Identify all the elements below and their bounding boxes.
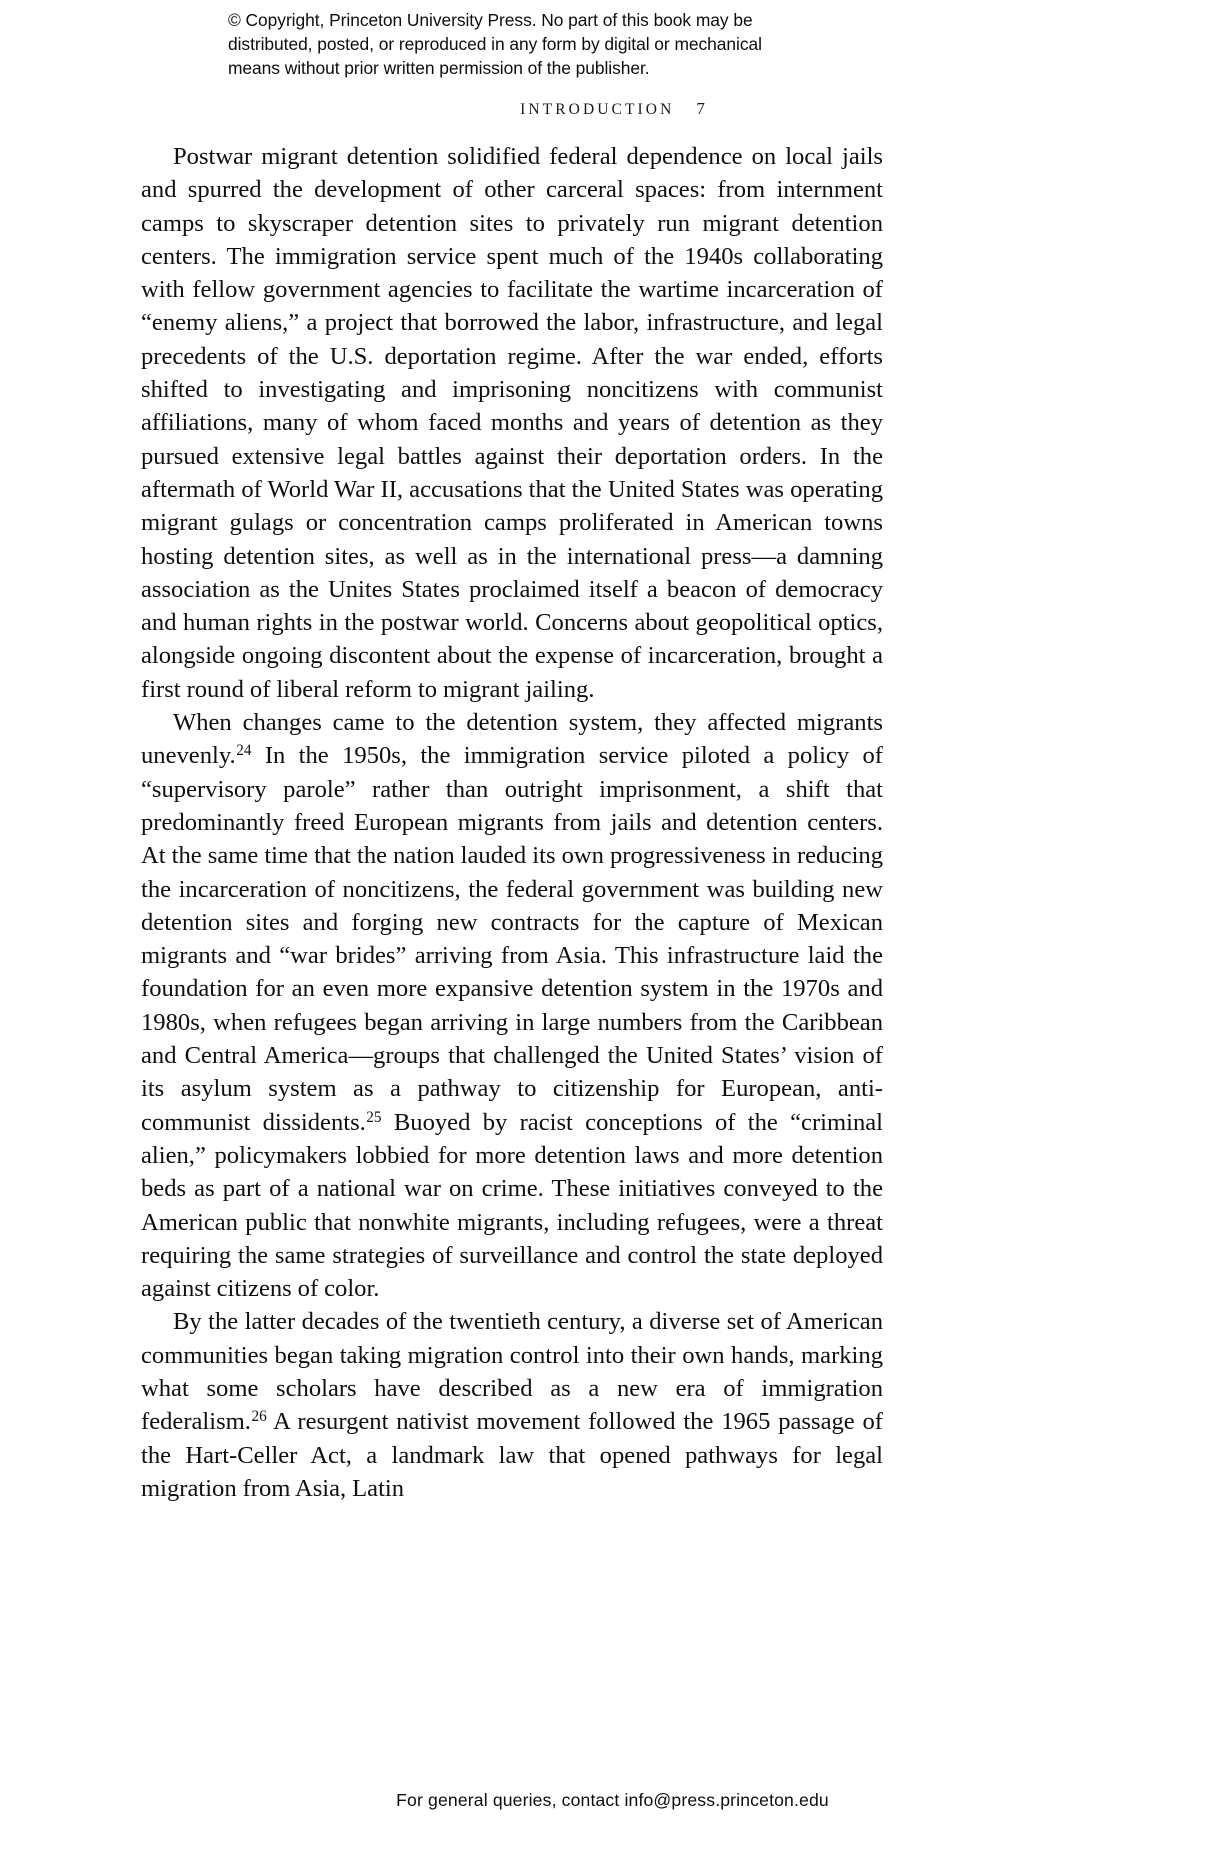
paragraph-2 (141, 706, 883, 1305)
paragraph-2-text-before-note: When changes came to the detention system, they affected migrants unevenly. (141, 709, 883, 770)
paragraph-3-text-before-note: By the latter decades of the twentieth century, a diverse set of American communities began taking migration control into their own hands, marking what some scholars have described as a new era of immigration federalism. (141, 1308, 883, 1436)
paragraph-2-text-after: Buoyed by racist conceptions of the “criminal alien,” policymakers lobbied for more detention laws and more detention beds as part of a national war on crime. These initiatives conveyed to the American public that nonwhite migrants, including refugees, were a threat requiring the same strategies of surveillance and control the state deployed against citizens of color. (141, 1108, 883, 1303)
body-text-block (141, 140, 883, 1505)
running-head-chapter: INTRODUCTION (520, 101, 675, 118)
copyright-notice-line-3: means without prior written permission of the publisher. (228, 58, 650, 79)
copyright-notice-line-2: distributed, posted, or reproduced in any form by digital or mechanical (228, 34, 762, 55)
paragraph-2-text-middle: In the 1950s, the immigration service piloted a policy of “supervisory parole” rather than outright imprisonment, a shift that predominantly freed European migrants from jails and detention centers. At the same time that the nation lauded its own progressiveness in reducing the incarceration of noncitizens, the federal government was building new detention sites and forging new contracts for the capture of Mexican migrants and “war brides” arriving from Asia. This infrastructure laid the foundation for an even more expansive detention system in the 1970s and 1980s, when refugees began arriving in large numbers from the Caribbean and Central America—groups that challenged the United States’ vision of its asylum system as a pathway to citizenship for European, anti-communist dissidents. (141, 742, 883, 1136)
footnote-marker-25: 25 (366, 1108, 382, 1126)
paragraph-1 (141, 140, 883, 706)
footnote-marker-26: 26 (251, 1408, 267, 1426)
footnote-marker-24: 24 (236, 742, 252, 760)
running-head (0, 99, 1225, 119)
paragraph-3-text-after: A resurgent nativist movement followed the 1965 passage of the Hart-Celler Act, a landmark law that opened pathways for legal migration from Asia, Latin (141, 1408, 883, 1502)
copyright-notice (228, 8, 828, 81)
paragraph-3 (141, 1305, 883, 1505)
copyright-notice-line-1: © Copyright, Princeton University Press. No part of this book may be (228, 10, 753, 30)
page-footer (0, 1790, 1225, 1811)
page-footer-text: For general queries, contact info@press.princeton.edu (396, 1790, 829, 1810)
page-number: 7 (696, 99, 705, 118)
paragraph-1-text: Postwar migrant detention solidified federal dependence on local jails and spurred the development of other carceral spaces: from internment camps to skyscraper detention sites to privately run migrant detention centers. The immigration service spent much of the 1940s collaborating with fellow government agencies to facilitate the wartime incarceration of “enemy aliens,” a project that borrowed the labor, infrastructure, and legal precedents of the U.S. deportation regime. After the war ended, efforts shifted to investigating and imprisoning noncitizens with communist affiliations, many of whom faced months and years of detention as they pursued extensive legal battles against their deportation orders. In the aftermath of World War II, accusations that the United States was operating migrant gulags or concentration camps proliferated in American towns hosting detention sites, as well as in the international press—a damning association as the Unites States proclaimed itself a beacon of democracy and human rights in the postwar world. Concerns about geopolitical optics, alongside ongoing discontent about the expense of incarceration, brought a first round of liberal reform to migrant jailing. (141, 143, 883, 703)
